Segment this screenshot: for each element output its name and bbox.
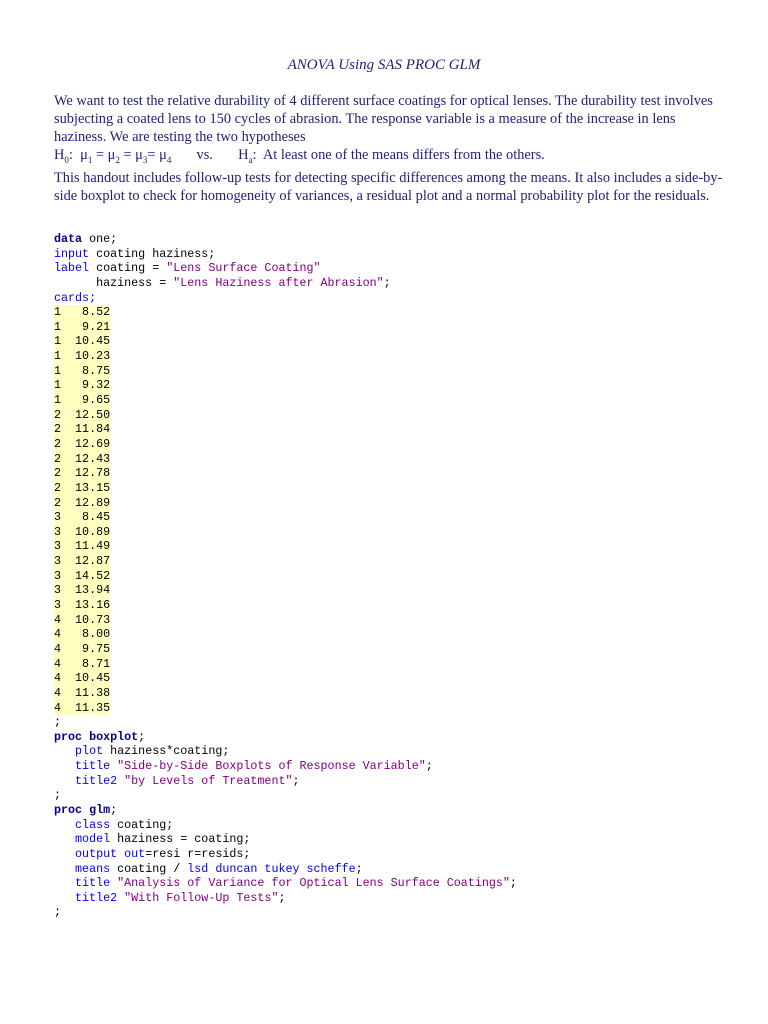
data-line: 2 11.84 [54,422,111,437]
code-line-means: means coating / lsd duncan tukey scheffe; [75,861,363,876]
data-line: 3 14.52 [54,568,111,583]
data-line: 2 12.89 [54,495,111,510]
data-line: 2 12.78 [54,466,111,481]
data-line: 1 9.65 [54,393,111,408]
code-line-output: output out=resi r=resids; [75,846,251,861]
code-line-class: class coating; [75,817,174,832]
data-line: 3 13.94 [54,583,111,598]
data-line: 3 12.87 [54,554,111,569]
intro-text [54,92,724,205]
code-line-data: data one; [54,232,118,246]
data-line: 3 10.89 [54,524,111,539]
code-line-semicolon-2: ; [54,788,62,803]
data-line: 1 8.52 [54,305,111,320]
data-line: 4 11.35 [54,700,111,715]
code-line-proc-boxplot: proc boxplot; [54,729,146,744]
code-line-title: title "Side-by-Side Boxplots of Response Variable"; [75,759,433,774]
data-line: 1 9.21 [54,319,111,334]
ha-label: H [238,147,249,163]
data-line: 2 12.43 [54,451,111,466]
code-line-model: model haziness = coating; [75,832,251,847]
sas-code-block [54,232,517,920]
data-line: 4 8.00 [54,627,111,642]
intro-paragraph-1: We want to test the relative durability of 4 different surface coatings for optical lenses. The durability test involves subjecting a coated lens to 150 cycles of abrasion. The response variable is a measure of the increase in lens haziness. We are testing the two hypotheses [54,93,713,145]
data-line: 3 11.49 [54,539,111,554]
ha-body: : At least one of the means differs from the others. [252,147,545,163]
code-line-label: label coating = "Lens Surface Coating" [54,261,321,276]
data-line: 4 8.71 [54,656,111,671]
data-line: 1 9.32 [54,378,111,393]
data-line: 4 10.45 [54,671,111,686]
hypotheses-line: $H_0$: $\mu_1 = \mu_2 = \mu_3= \mu_4$ vs. $H_a$: At least one of the means differs from the others. [54,147,545,165]
data-line: 1 10.45 [54,334,111,349]
document-title: ANOVA Using SAS PROC GLM [287,57,481,73]
code-line-title3: title "Analysis of Variance for Optical Lens Surface Coatings"; [75,876,517,891]
code-line-proc-glm: proc glm; [54,802,118,817]
intro-paragraph-2: This handout includes follow-up tests for detecting specific differences among the means. It also includes a side-by-side boxplot to check for homogeneity of variances, a residual plot and a normal probability plot for the residuals. [54,169,723,204]
data-line: 2 12.69 [54,436,111,451]
code-line-input: input coating haziness; [54,246,216,261]
code-line-semicolon-3: ; [54,905,62,920]
data-line: 4 11.38 [54,685,111,700]
code-line-title4: title2 "With Follow-Up Tests"; [75,890,286,905]
h0-sub: 0 [64,154,69,165]
data-line: 3 8.45 [54,510,111,525]
code-line-title2: title2 "by Levels of Treatment"; [75,773,300,788]
code-line-semicolon: ; [54,715,62,730]
data-line: 1 8.75 [54,363,111,378]
code-line-plot: plot haziness*coating; [75,744,230,759]
data-line: 4 9.75 [54,641,111,656]
data-line: 1 10.23 [54,349,111,364]
code-line-cards: cards; [54,290,97,305]
data-line: 2 12.50 [54,407,111,422]
data-line: 2 13.15 [54,480,111,495]
data-line: 4 10.73 [54,612,111,627]
vs-text: vs. [196,147,213,163]
ha-sub: a [248,154,253,165]
h0-label: H [54,147,65,163]
data-lines [54,305,517,715]
code-line-label-2: haziness = "Lens Haziness after Abrasion"; [54,275,391,290]
data-line: 3 13.16 [54,598,111,613]
